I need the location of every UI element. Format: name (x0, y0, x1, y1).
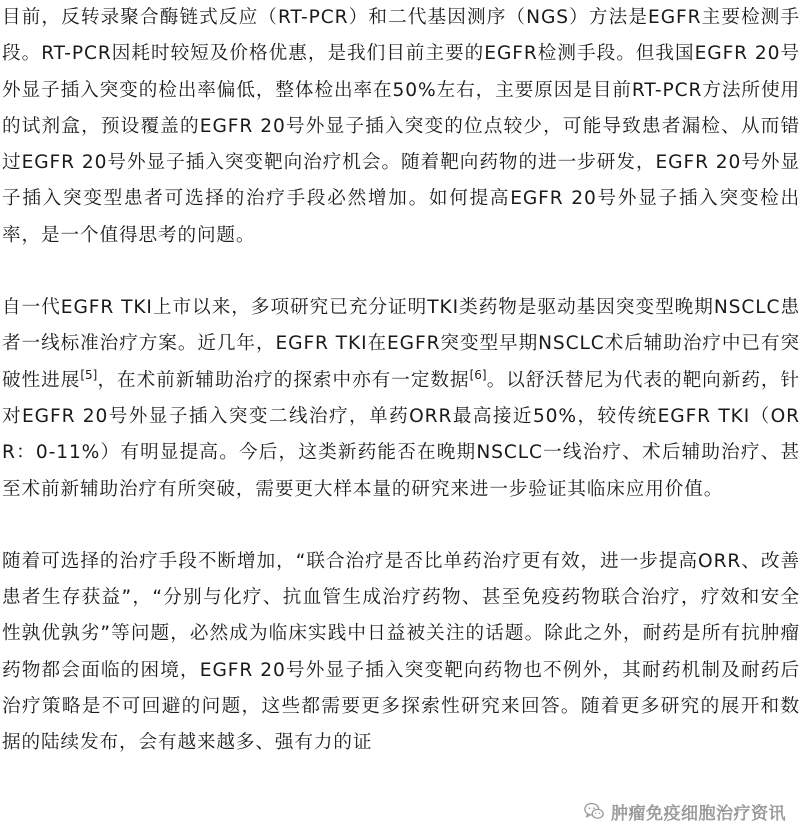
paragraph-text: 自一代EGFR TKI上市以来，多项研究已充分证明TKI类药物是驱动基因突变型晚期NSCLC患者一线标准治疗方案。近几年，EGFR TKI在EGFR突变型早期NSCLC术后辅助治疗中已有突破性进展 (2, 297, 800, 391)
watermark-text: 肿瘤免疫细胞治疗资讯 (611, 803, 786, 824)
paragraph-text: ，在术前新辅助治疗的探索中亦有一定数据 (97, 369, 470, 391)
paragraph-tki-research (2, 290, 800, 508)
paragraph-combination-therapy: 随着可选择的治疗手段不断增加，“联合治疗是否比单药治疗更有效，进一步提高ORR、改善患者生存获益”，“分别与化疗、抗血管生成治疗药物、甚至免疫药物联合治疗，疗效和安全性孰优孰劣”等问题，必然成为临床实践中日益被关注的话题。除此之外，耐药是所有抗肿瘤药物都会面临的困境，EGFR 20号外显子插入突变靶向药物也不例外，其耐药机制及耐药后治疗策略是不可回避的问题，这些都需要更多探索性研究来回答。随着更多研究的展开和数据的陆续发布，会有越来越多、强有力的证 (2, 550, 800, 754)
article-body (2, 0, 800, 762)
reference-6[interactable]: [6] (469, 367, 487, 382)
paragraph-text: 。以舒沃替尼为代表的靶向新药，针对EGFR 20号外显子插入突变二线治疗，单药ORR最高接近50%，较传统EGFR TKI（ORR：0-11%）有明显提高。今后，这类新药能否在晚期NSCLC一线治疗、术后辅助治疗、甚至术前新辅助治疗有所突破，需要更大样本量的研究来进一步验证其临床应用价值。 (2, 369, 800, 500)
watermark (579, 796, 792, 826)
paragraph-detection-methods: 目前，反转录聚合酶链式反应（RT-PCR）和二代基因测序（NGS）方法是EGFR主要检测手段。RT-PCR因耗时较短及价格优惠，是我们目前主要的EGFR检测手段。但我国EGFR 20号外显子插入突变的检出率偏低，整体检出率在50%左右，主要原因是目前RT-PCR方法所使用的试剂盒，预设覆盖的EGFR 20号外显子插入突变的位点较少，可能导致患者漏检、从而错过EGFR 20号外显子插入突变靶向治疗机会。随着靶向药物的进一步研发，EGFR 20号外显子插入突变型患者可选择的治疗手段必然增加。如何提高EGFR 20号外显子插入突变检出率，是一个值得思考的问题。 (2, 7, 800, 246)
reference-5[interactable]: [5] (80, 367, 98, 382)
wechat-icon (583, 800, 605, 822)
